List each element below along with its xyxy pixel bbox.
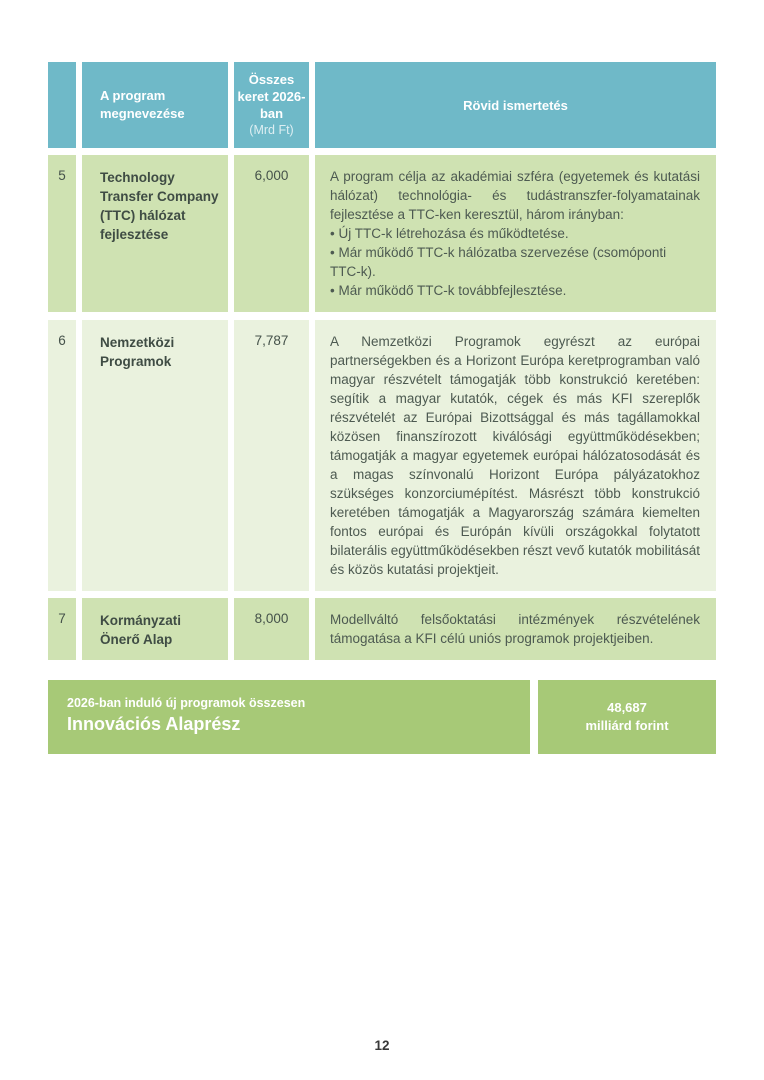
table-header-row — [48, 62, 716, 148]
header-program-label: A program megnevezése — [100, 88, 185, 121]
budget-value: 8,000 — [234, 598, 309, 660]
header-cell-program — [82, 62, 228, 148]
summary-title: Innovációs Alaprész — [67, 714, 241, 734]
row-number: 5 — [48, 155, 76, 312]
program-description: Modellváltó felsőoktatási intézmények részvételének támogatása a KFI célú uniós programok projektjeiben. — [315, 598, 716, 660]
summary-amount-block — [538, 680, 716, 754]
summary-unit: milliárd forint — [585, 718, 669, 733]
program-name: Nemzetközi Programok — [82, 320, 228, 591]
bullet-item: • Már működő TTC-k továbbfejlesztése. — [330, 281, 700, 300]
table-row-6 — [48, 320, 716, 591]
program-table — [48, 62, 716, 660]
program-description: A Nemzetközi Programok egyrészt az európai partnerségekben és a Horizont Európa keretprogramban való magyar részvételt támogatják több konstrukció keretében: segítik a magyar kutatók, cégek és más KFI szereplők részvételét az Európai Bizottsággal és más tagállamokkal közösen finanszírozott kiválósági együttműködésekben; támogatják a magyar egyetemek európai hálózatosodását és a magas színvonalú Horizont Európa pályázatokhoz szükséges konzorciumépítést. Másrészt több konstrukció keretében támogatják a Magyarország számára kiemelten fontos európai és Európán kívüli országokkal folytatott bilaterális együttműködésekben részt vevő kutatók mobilitását és közös kutatási projektjeit. — [315, 320, 716, 591]
header-cell-budget — [234, 62, 309, 148]
table-row-5 — [48, 155, 716, 312]
row-number: 7 — [48, 598, 76, 660]
description-paragraph: A program célja az akadémiai szféra (egyetemek és kutatási hálózat) technológia- és tudástranszfer-folyamatainak fejlesztése a TTC-ken keresztül, három irányban: — [330, 169, 700, 222]
program-name: Technology Transfer Company (TTC) hálózat fejlesztése — [82, 155, 228, 312]
summary-amount: 48,687 — [607, 700, 647, 715]
row-number: 6 — [48, 320, 76, 591]
header-cell-blank — [48, 62, 76, 148]
header-description-label: Rövid ismertetés — [463, 97, 568, 113]
header-cell-description — [315, 62, 716, 148]
budget-value: 6,000 — [234, 155, 309, 312]
bullet-item: • Új TTC-k létrehozása és működtetése. — [330, 224, 700, 243]
summary-subtitle: 2026-ban induló új programok összesen — [67, 696, 306, 710]
page-number: 12 — [374, 1038, 390, 1053]
header-budget-unit-note: (Mrd Ft) — [249, 123, 294, 137]
summary-bar — [48, 680, 716, 754]
program-name: Kormányzati Önerő Alap — [82, 598, 228, 660]
budget-value: 7,787 — [234, 320, 309, 591]
bullet-item: • Már működő TTC-k hálózatba szervezése (csomóponti TTC-k). — [330, 243, 700, 281]
header-budget-label: Összes keret 2026-ban — [237, 72, 306, 121]
program-description — [315, 155, 716, 312]
table-row-7 — [48, 598, 716, 660]
summary-left-block — [48, 680, 530, 754]
